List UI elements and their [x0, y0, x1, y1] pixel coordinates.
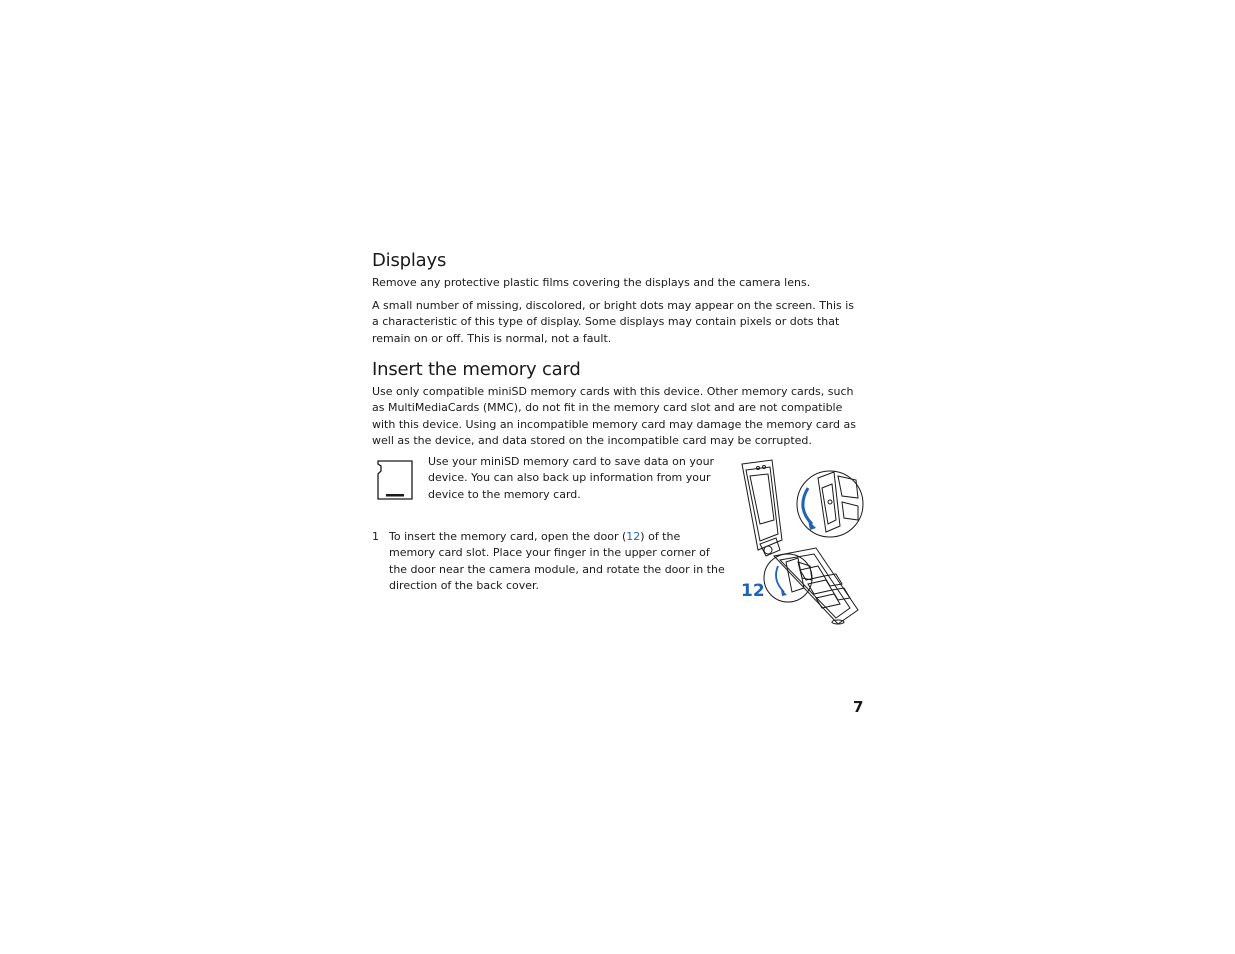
- step-1-callout-ref: 12: [626, 530, 641, 543]
- phone-memory-door-illustration: [738, 458, 864, 630]
- memory-card-heading: Insert the memory card: [372, 359, 581, 380]
- page-number: 7: [853, 698, 864, 716]
- step-1-text: [389, 529, 729, 594]
- figure-callout-12: 12: [741, 581, 765, 601]
- step-1-text-after: ) of the memory card slot. Place your finger in the upper corner of the door near the camera module, and rotate the door in the direction of the back cover.: [389, 530, 725, 592]
- step-1-number: 1: [372, 530, 379, 543]
- displays-paragraph-2: A small number of missing, discolored, or bright dots may appear on the screen. This is a characteristic of this type of display. Some displays may contain pixels or dots that remain on or off. This is normal, not a fault.: [372, 299, 855, 345]
- displays-paragraph-1: Remove any protective plastic films covering the displays and the camera lens.: [372, 276, 811, 289]
- memory-card-paragraph-1: Use only compatible miniSD memory cards with this device. Other memory cards, such as MultiMediaCards (MMC), do not fit in the memory card slot and are not compatible with this device. Using an incompatible memory card may damage the memory card as well as the device, and data stored on the incompatible card may be corrupted.: [372, 385, 856, 447]
- displays-heading: Displays: [372, 250, 447, 271]
- memory-card-note: Use your miniSD memory card to save data on your device. You can also back up information from your device to the memory card.: [428, 455, 715, 501]
- minisd-card-icon: [376, 460, 414, 500]
- step-1-text-before: To insert the memory card, open the door (: [389, 530, 627, 543]
- step-1: [372, 529, 732, 594]
